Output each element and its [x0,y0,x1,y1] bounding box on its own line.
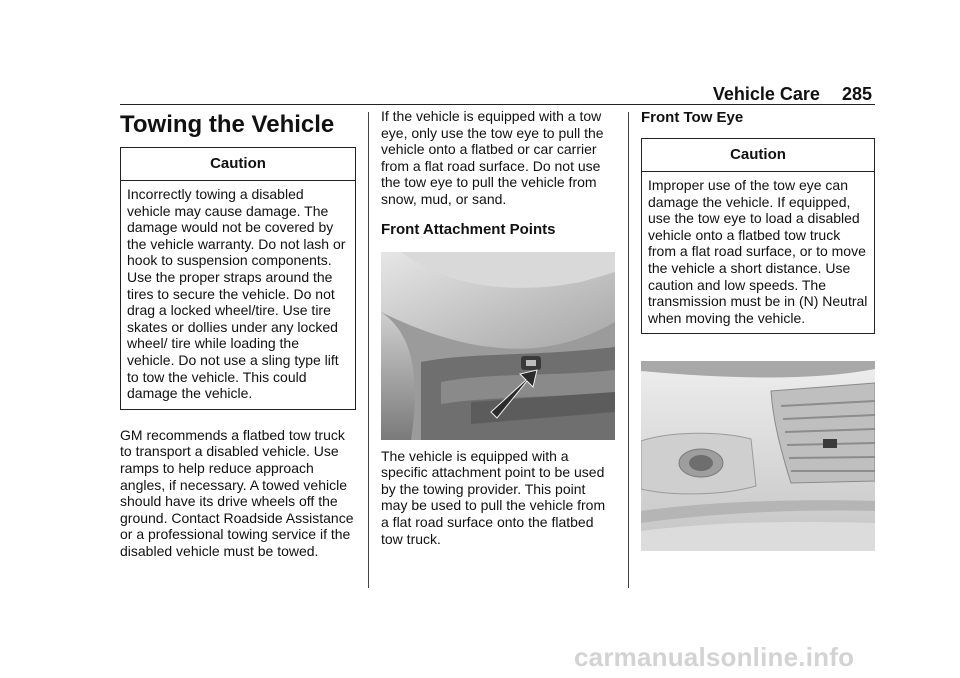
header-rule [120,104,875,105]
attachment-point-paragraph: The vehicle is equipped with a specific attachment point to be used by the towing provider. This point may be used to pull the vehicle from a flat road surface onto the flatbed tow truck. [381,447,606,547]
front-tow-eye-illustration [641,361,875,551]
caution-text: Improper use of the tow eye can damage the vehicle. If equipped, use the tow eye to load a disabled vehicle onto a flatbed tow truck from a flat road surface, or to move the vehicle a short distance. Use caution and low speeds. The transmission must be in (N) Neutral when moving the vehicle. [648,177,868,326]
column-divider-2 [628,112,629,588]
heading-front-tow-eye: Front Tow Eye [641,109,744,126]
column-2 [381,108,615,547]
heading-front-attachment-points: Front Attachment Points [381,220,556,238]
page-number: 285 [841,84,872,104]
watermark: carmanualsonline.info [574,642,855,672]
towing-paragraph: GM recommends a flatbed tow truck to transport a disabled vehicle. Use ramps to help reduce approach angles, if necessary. A towed vehicle should have its drive wheels off the ground. Contact Roadside Assistance or a professional towing service if the disabled vehicle must be towed. [120,426,354,559]
caution-text: Incorrectly towing a disabled vehicle may cause damage. The damage would not be covered by the vehicle warranty. Do not lash or hook to suspension components. Use the proper straps around the tires to secure the vehicle. Do not drag a locked wheel/tire. Use tire skates or dollies under any locked wheel/ tire while loading the vehicle. Do not use a sling type lift to tow the vehicle. This could damage the vehicle. [127,186,346,402]
caution-box-towing [120,147,356,410]
caution-heading: Caution [121,148,355,181]
column-3 [641,108,875,551]
section-title: Vehicle Care [712,84,820,104]
front-attachment-point-illustration [381,252,615,440]
tow-eye-intro-paragraph: If the vehicle is equipped with a tow eye, only use the tow eye to pull the vehicle onto a flatbed or car carrier from a flat road surface. Do not use the tow eye to pull the vehicle from snow, mud, or sand. [381,108,604,207]
column-1 [120,108,356,559]
page-header [713,84,872,105]
section-heading-towing: Towing the Vehicle [120,111,335,138]
column-divider-1 [368,112,369,588]
caution-heading: Caution [642,139,874,172]
caution-box-tow-eye [641,138,875,334]
